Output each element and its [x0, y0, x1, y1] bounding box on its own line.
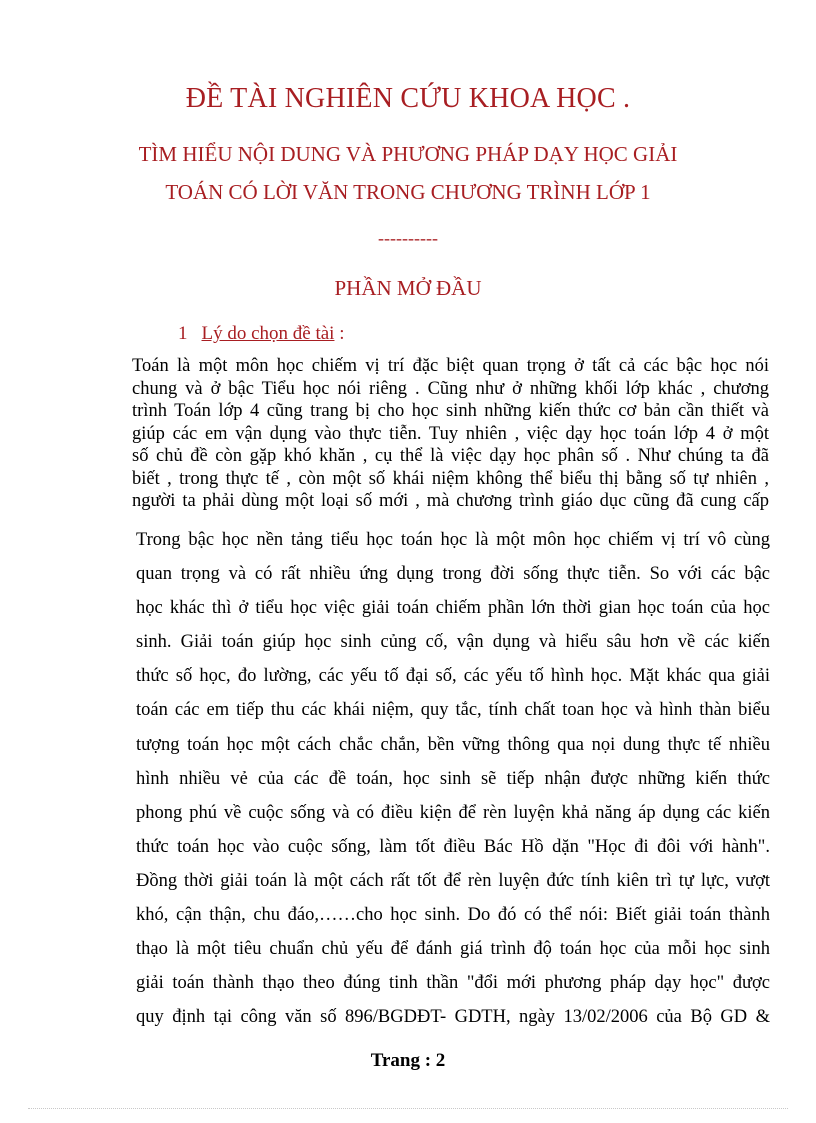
- paragraph-line: phong phú về cuộc sống và có điều kiện để rèn luyện khả năng áp dụng các kiến: [136, 802, 770, 823]
- subtitle-line-2: TOÁN CÓ LỜI VĂN TRONG CHƯƠNG TRÌNH LỚP 1: [165, 180, 651, 204]
- paragraph-1: [132, 355, 769, 513]
- paragraph-line: Toán là một môn học chiếm vị trí đặc biệt quan trọng ở tất cả các bậc học nói: [132, 356, 769, 376]
- paragraph-line: trình Toán lớp 4 cũng trang bị cho học sinh những kiến thức cơ bản cần thiết và: [132, 401, 769, 421]
- subtitle-line-1: TÌM HIỂU NỘI DUNG VÀ PHƯƠNG PHÁP DẠY HỌC GIẢI: [138, 142, 678, 166]
- paragraph-line: học khác thì ở tiểu học việc giải toán chiếm phần lớn thời gian học toán của học: [136, 598, 770, 619]
- paragraph-line: thức toán học vào cuộc sống, làm tốt điều Bác Hồ dặn "Học đi đôi với hành".: [136, 836, 770, 857]
- paragraph-line: quy định tại công văn số 896/BGDĐT- GDTH, ngày 13/02/2006 của Bộ GD &: [136, 1007, 770, 1028]
- section-title: PHẦN MỞ ĐẦU: [334, 276, 482, 300]
- document-title: ĐỀ TÀI NGHIÊN CỨU KHOA HỌC .: [185, 83, 631, 114]
- paragraph-line: chung và ở bậc Tiểu học nói riêng . Cũng như ở những khối lớp khác , chương: [132, 378, 769, 399]
- separator: ----------: [378, 228, 438, 248]
- paragraph-line: số chủ đề còn gặp khó khăn , cụ thể là việc dạy học phân số . Như chúng ta đã: [132, 446, 769, 466]
- heading-suffix: :: [334, 323, 345, 344]
- paragraph-line: hình nhiều vẻ của các đề toán, học sinh sẽ tiếp nhận được những kiến thức: [136, 768, 770, 789]
- paragraph-line: thức số học, đo lường, các yếu tố đại số, các yếu tố hình học. Mặt khác qua giải: [136, 666, 770, 687]
- heading-label: Lý do chọn đề tài: [201, 323, 335, 344]
- heading-number: 1: [178, 323, 188, 344]
- paragraph-line: tượng toán học một cách chắc chắn, bền vững thông qua nọi dung thực tế nhiều: [136, 734, 770, 755]
- paragraph-2: [136, 523, 770, 1034]
- paragraph-line: giải toán thành thạo theo đúng tinh thần "đổi mới phương pháp dạy học" được: [136, 973, 770, 994]
- page-bottom-divider: [28, 1108, 788, 1109]
- paragraph-line: thạo là một tiêu chuẩn chủ yếu để đánh giá trình độ toán học của mỗi học sinh: [136, 939, 770, 960]
- paragraph-line: sinh. Giải toán giúp học sinh củng cố, vận dụng và hiểu sâu hơn về các kiến: [136, 632, 770, 653]
- paragraph-line: người ta phải dùng một loại số mới , mà chương trình giáo dục cũng đã cung cấp: [132, 491, 769, 511]
- section-heading: [178, 323, 345, 345]
- paragraph-line: Đồng thời giải toán là một cách rất tốt để rèn luyện đức tính kiên trì tự lực, vượt: [136, 870, 770, 891]
- paragraph-line: quan trọng và có rất nhiều ứng dụng trong đời sống thực tiễn. So với các bậc: [136, 564, 770, 585]
- paragraph-line: giúp các em vận dụng vào thực tiễn. Tuy nhiên , việc dạy học toán lớp 4 ở một: [132, 423, 769, 444]
- paragraph-line: biết , trong thực tế , còn một số khái niệm không thể biểu thị bằng số tự nhiên ,: [132, 468, 769, 489]
- page-number: Trang : 2: [370, 1050, 446, 1071]
- paragraph-line: khó, cận thận, chu đáo,……cho học sinh. Do đó có thể nói: Biết giải toán thành: [136, 905, 770, 926]
- paragraph-line: Trong bậc học nền tảng tiểu học toán học là một môn học chiếm vị trí vô cùng: [136, 530, 770, 550]
- paragraph-line: toán các em tiếp thu các khái niệm, quy tắc, tính chất toan học và hình thàn biểu: [136, 700, 770, 721]
